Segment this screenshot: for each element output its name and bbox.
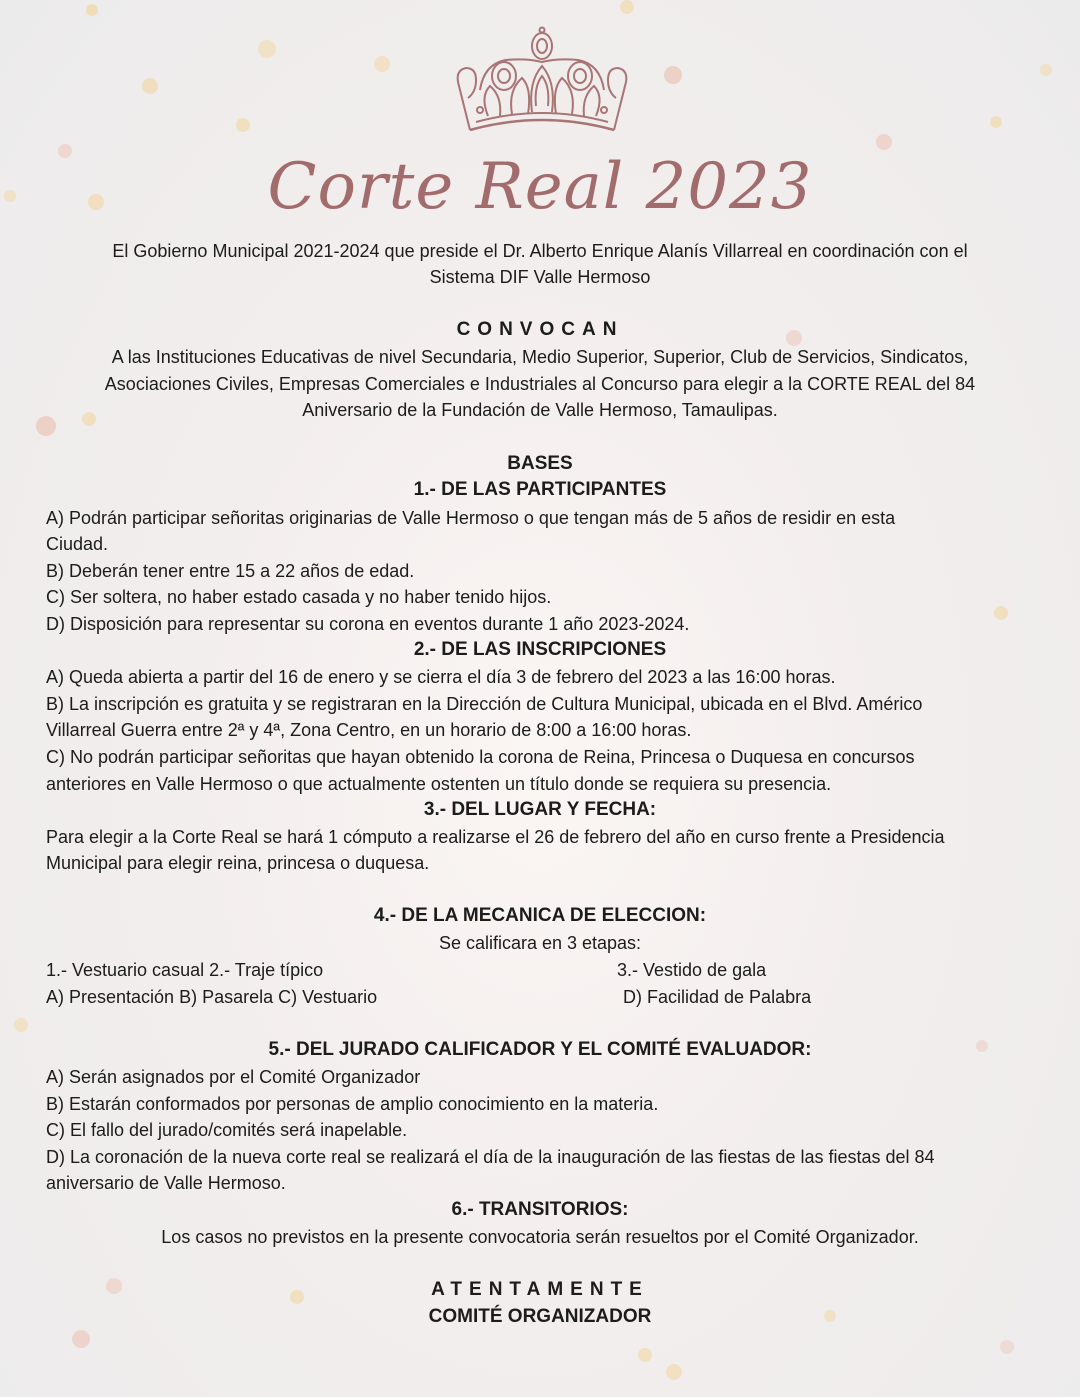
list-item: aniversario de Valle Hermoso. [46, 1173, 286, 1193]
convocan-heading: CONVOCAN [456, 319, 624, 340]
convocan-line: Asociaciones Civiles, Empresas Comerciales e Industriales al Concurso para elegir a la CORTE REAL del 84 [104, 374, 976, 394]
list-item: D) La coronación de la nueva corte real se realizará el día de la inauguración de las fiestas de las fiestas del 84 [46, 1147, 935, 1167]
bokeh-dot [666, 1364, 682, 1380]
list-item: B) La inscripción es gratuita y se registraran en la Dirección de Cultura Municipal, ubicada en el Blvd. Américo [46, 694, 923, 714]
section-heading: 4.- DE LA MECANICA DE ELECCION: [373, 905, 707, 926]
criteria-item: D) Facilidad de Palabra [623, 987, 812, 1007]
list-item: C) El fallo del jurado/comités será inapelable. [46, 1120, 408, 1140]
list-item: anteriores en Valle Hermoso o que actualmente ostenten un título donde se requiera su presencia. [46, 774, 832, 794]
convocan-line: Aniversario de la Fundación de Valle Hermoso, Tamaulipas. [302, 400, 778, 420]
paragraph-line: Los casos no previstos en la presente convocatoria serán resueltos por el Comité Organizador. [161, 1227, 919, 1247]
stage-item: 1.- Vestuario casual 2.- Traje típico [46, 960, 324, 980]
bokeh-dot [72, 1330, 90, 1348]
list-item: C) Ser soltera, no haber estado casada y no haber tenido hijos. [46, 587, 552, 607]
bokeh-dot [664, 66, 682, 84]
bokeh-dot [990, 116, 1002, 128]
intro-line: El Gobierno Municipal 2021-2024 que preside el Dr. Alberto Enrique Alanís Villarreal en coordinación con el [112, 241, 968, 261]
list-item: A) Podrán participar señoritas originarias de Valle Hermoso o que tengan más de 5 años de residir en esta [46, 508, 896, 528]
list-item: A) Serán asignados por el Comité Organizador [46, 1067, 421, 1087]
section-heading: 3.- DEL LUGAR Y FECHA: [423, 799, 657, 820]
convocan-line: A las Instituciones Educativas de nivel Secundaria, Medio Superior, Superior, Club de Servicios, Sindicatos, [111, 347, 969, 367]
bokeh-dot [14, 1018, 28, 1032]
intro-line: Sistema DIF Valle Hermoso [429, 267, 651, 287]
stage-item: 3.- Vestido de gala [617, 960, 767, 980]
bokeh-dot [236, 118, 250, 132]
bokeh-dot [876, 134, 892, 150]
paragraph-line: Para elegir a la Corte Real se hará 1 cómputo a realizarse el 26 de febrero del año en curso frente a Presidencia [46, 827, 945, 847]
list-item: B) Estarán conformados por personas de amplio conocimiento en la materia. [46, 1094, 659, 1114]
bokeh-dot [258, 40, 276, 58]
list-item: D) Disposición para representar su corona en eventos durante 1 año 2023-2024. [46, 614, 690, 634]
bokeh-dot [86, 4, 98, 16]
stages-intro: Se calificara en 3 etapas: [438, 933, 642, 953]
page-title: Corte Real 2023 [267, 150, 813, 224]
list-item: Ciudad. [46, 534, 109, 554]
bokeh-dot [374, 56, 390, 72]
section-heading: 6.- TRANSITORIOS: [451, 1199, 629, 1220]
list-item: C) No podrán participar señoritas que hayan obtenido la corona de Reina, Princesa o Duquesa en concursos [46, 747, 915, 767]
section-heading: 2.- DE LAS INSCRIPCIONES [413, 639, 667, 660]
criteria-item: A) Presentación B) Pasarela C) Vestuario [46, 987, 378, 1007]
bokeh-dot [1040, 64, 1052, 76]
bokeh-dot [142, 78, 158, 94]
list-item: Villarreal Guerra entre 2ª y 4ª, Zona Centro, en un horario de 8:00 a 16:00 horas. [46, 720, 692, 740]
list-item: A) Queda abierta a partir del 16 de enero y se cierra el día 3 de febrero del 2023 a las 16:00 horas. [46, 667, 836, 687]
section-heading: 1.- DE LAS PARTICIPANTES [413, 479, 667, 500]
bokeh-dot [994, 606, 1008, 620]
bokeh-dot [620, 0, 634, 14]
signature: COMITÉ ORGANIZADOR [428, 1306, 652, 1327]
crown-icon [450, 26, 634, 144]
bases-heading: BASES [507, 453, 573, 474]
list-item: B) Deberán tener entre 15 a 22 años de edad. [46, 561, 415, 581]
section-heading: 5.- DEL JURADO CALIFICADOR Y EL COMITÉ EVALUADOR: [268, 1039, 812, 1060]
bokeh-dot [638, 1348, 652, 1362]
paragraph-line: Municipal para elegir reina, princesa o duquesa. [46, 853, 430, 873]
bokeh-dot [1000, 1340, 1014, 1354]
closing: ATENTAMENTE [431, 1279, 649, 1300]
